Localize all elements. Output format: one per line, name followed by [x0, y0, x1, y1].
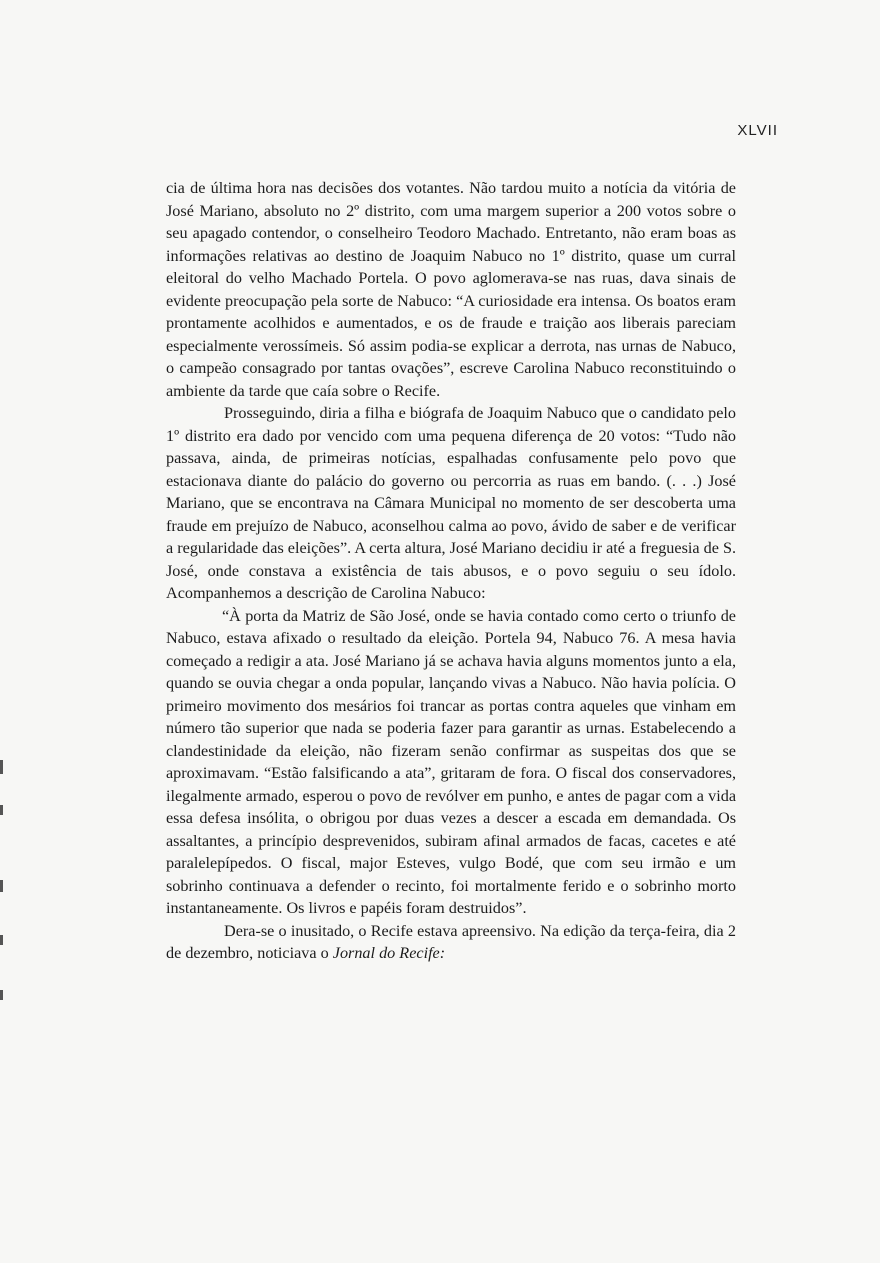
scan-edge-mark	[0, 760, 3, 774]
scan-edge-mark	[0, 990, 3, 1000]
scan-edge-mark	[0, 935, 3, 945]
paragraph-4-text: Dera-se o inusitado, o Recife estava apreensivo. Na edição da terça-feira, dia 2 de dezembro, noticiava o	[166, 921, 736, 962]
page-number-header: XLVII	[737, 122, 778, 139]
paragraph-1: cia de última hora nas decisões dos votantes. Não tardou muito a notícia da vitória de José Mariano, absoluto no 2º distrito, com uma margem superior a 200 votos sobre o seu apagado contendor, o conselheiro Teodoro Machado. Entretanto, não eram boas as informações relativas ao destino de Joaquim Nabuco no 1º distrito, quase um curral eleitoral do velho Machado Portela. O povo aglomerava-se nas ruas, dava sinais de evidente preocupação pela sorte de Nabuco: “A curiosidade era intensa. Os boatos eram prontamente acolhidos e aumentados, e os de fraude e traição aos liberais pareciam especialmente verossímeis. Só assim podia-se explicar a derrota, nas urnas de Nabuco, o campeão consagrado por tantas ovações”, escreve Carolina Nabuco reconstituindo o ambiente da tarde que caía sobre o Recife.	[166, 179, 736, 400]
paragraph-4	[166, 920, 736, 965]
paragraph-2: Prosseguindo, diria a filha e biógrafa de Joaquim Nabuco que o candidato pelo 1º distrito era dado por vencido com uma pequena diferença de 20 votos: “Tudo não passava, ainda, de primeiras notícias, espalhadas confusamente pelo povo que estacionava diante do palácio do governo ou percorria as ruas em bando. (. . .) José Mariano, que se encontrava na Câmara Municipal no momento de ser descoberta uma fraude em prejuízo de Nabuco, aconselhou calma ao povo, ávido de saber e de verificar a regularidade das eleições”. A certa altura, José Mariano decidiu ir até a freguesia de S. José, onde constava a existência de tais abusos, e o povo seguiu o seu ídolo. Acompanhemos a descrição de Carolina Nabuco:	[166, 404, 736, 602]
newspaper-title: Jornal do Recife:	[332, 944, 446, 962]
scan-edge-mark	[0, 880, 3, 892]
scan-edge-mark	[0, 805, 3, 815]
quotation-paragraph: “À porta da Matriz de São José, onde se havia contado como certo o triunfo de Nabuco, estava afixado o resultado da eleição. Portela 94, Nabuco 76. A mesa havia começado a redigir a ata. José Mariano já se achava havia alguns momentos junto a ela, quando se ouvia chegar a onda popular, lançando vivas a Nabuco. Não havia polícia. O primeiro movimento dos mesários foi trancar as portas contra aqueles que vinham em número tão superior que nada se poderia fazer para garantir as urnas. Estabelecendo a clandestinidade da eleição, não fizeram senão confirmar as suspeitas dos que se aproximavam. “Estão falsificando a ata”, gritaram de fora. O fiscal dos conservadores, ilegalmente armado, esperou o povo de revólver em punho, e antes de pagar com a vida essa defesa insólita, o obrigou por duas vezes a descer a escada em demandada. Os assaltantes, a princípio desprevenidos, subiram afinal armados de facas, cacetes e até paralelepípedos. O fiscal, major Esteves, vulgo Bodé, que com seu irmão e um sobrinho continuava a defender o recinto, foi mortalmente ferido e o sobrinho morto instantaneamente. Os livros e papéis foram destruidos”.	[166, 606, 736, 917]
page-body	[166, 177, 736, 965]
